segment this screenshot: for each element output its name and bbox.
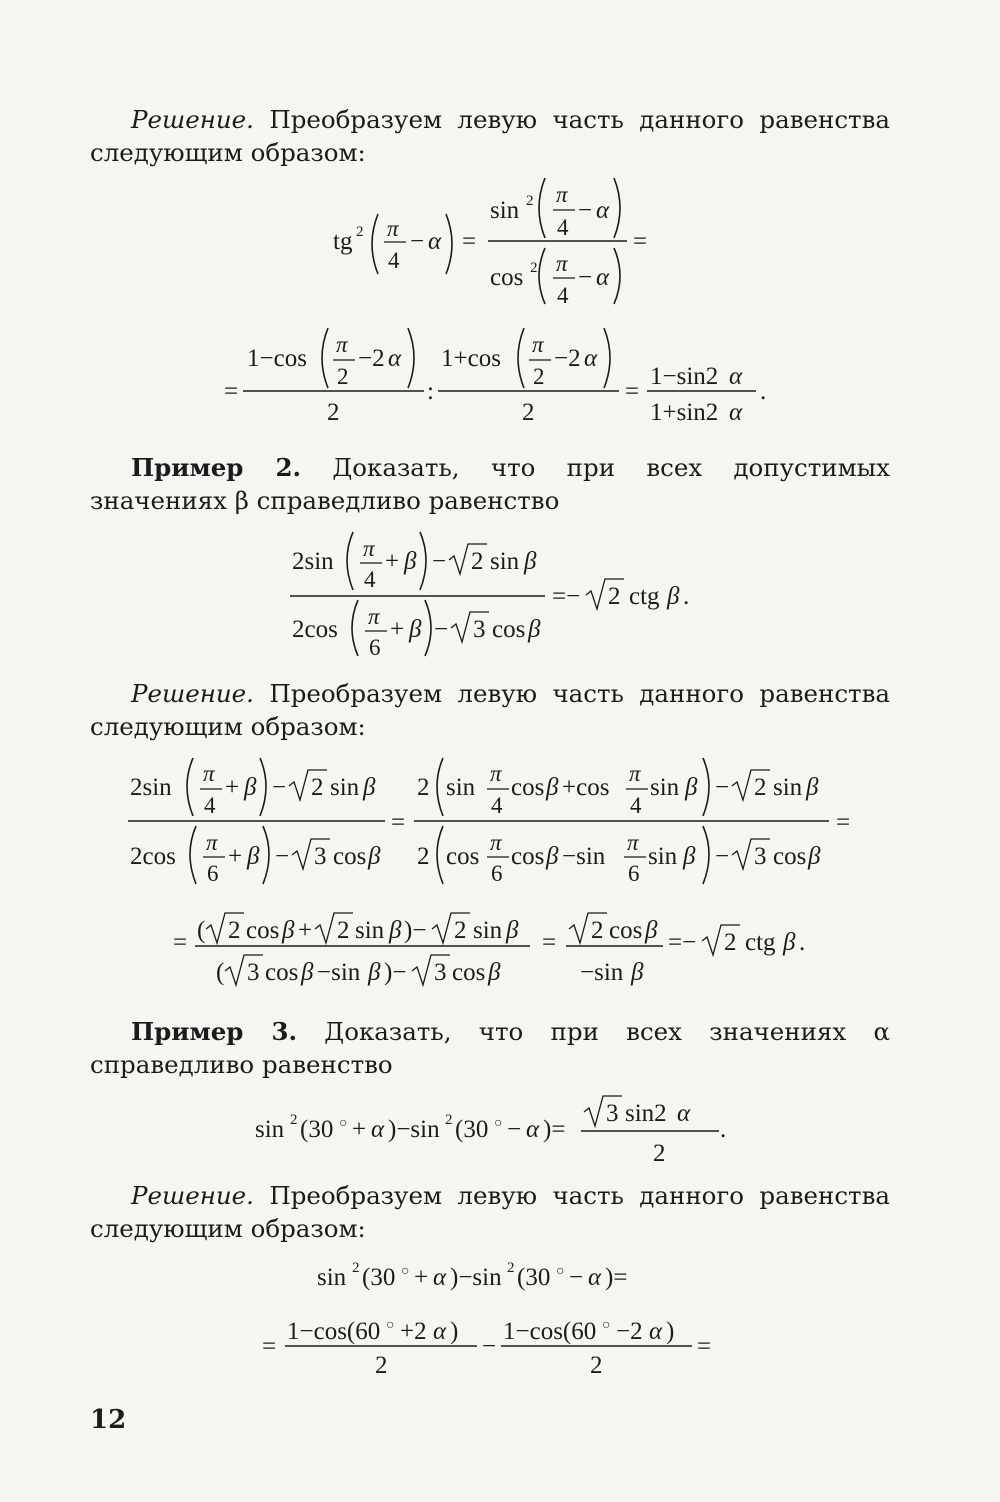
svg-text:=: = <box>633 228 648 255</box>
svg-text:+: + <box>414 1264 429 1291</box>
svg-text:○: ○ <box>339 1116 348 1131</box>
svg-text::: : <box>427 378 434 405</box>
svg-text:.: . <box>683 583 690 610</box>
svg-text:4: 4 <box>557 283 569 308</box>
svg-text:π: π <box>203 761 215 786</box>
svg-text:4: 4 <box>364 567 376 592</box>
svg-text:π: π <box>629 761 641 786</box>
svg-text:(30: (30 <box>455 1116 489 1143</box>
svg-text:α: α <box>729 363 743 390</box>
svg-text:.: . <box>720 1116 727 1143</box>
svg-text:)−: )− <box>404 917 427 944</box>
svg-text:β: β <box>404 548 417 575</box>
svg-text:−sin: −sin <box>580 959 624 986</box>
svg-text:β: β <box>546 843 559 870</box>
svg-text:β: β <box>301 959 314 986</box>
svg-text:2: 2 <box>445 1112 453 1128</box>
svg-text:β: β <box>631 959 644 986</box>
svg-text:α: α <box>428 228 442 255</box>
svg-text:.: . <box>760 378 767 405</box>
svg-text:)=: )= <box>543 1116 566 1143</box>
svg-text:β: β <box>368 843 381 870</box>
svg-text:β: β <box>389 917 402 944</box>
svg-text:β: β <box>808 843 821 870</box>
svg-text:=: = <box>625 378 640 405</box>
svg-text:−2: −2 <box>358 345 385 372</box>
svg-text:+cos: +cos <box>562 774 610 801</box>
svg-text:β: β <box>409 616 422 643</box>
svg-text:α: α <box>433 1264 447 1291</box>
svg-text:−: − <box>715 774 730 801</box>
svg-text:sin: sin <box>490 197 520 224</box>
svg-text:2: 2 <box>454 917 467 944</box>
svg-text:2: 2 <box>590 1352 603 1379</box>
svg-text:β: β <box>488 959 501 986</box>
svg-text:2: 2 <box>337 917 350 944</box>
paragraph-text: Преобразуем левую часть данного равенства следующим образом: <box>90 679 890 741</box>
svg-text:−: − <box>432 548 447 575</box>
svg-text:−: − <box>507 1116 522 1143</box>
svg-text:4: 4 <box>388 248 400 273</box>
svg-text:sin: sin <box>473 917 503 944</box>
svg-text:α: α <box>433 1318 447 1345</box>
svg-text:2: 2 <box>507 1260 515 1276</box>
svg-text:α: α <box>371 1116 385 1143</box>
svg-text:cos: cos <box>246 917 280 944</box>
svg-text:○: ○ <box>602 1318 611 1333</box>
svg-text:α: α <box>584 345 598 372</box>
svg-text:=: = <box>391 809 406 836</box>
svg-text:2: 2 <box>417 843 430 870</box>
svg-text:2cos: 2cos <box>130 843 176 870</box>
svg-text:1+sin2: 1+sin2 <box>650 399 719 426</box>
svg-text:α: α <box>526 1116 540 1143</box>
svg-text:β: β <box>524 548 537 575</box>
svg-text:α: α <box>388 345 402 372</box>
svg-text:−2: −2 <box>554 345 581 372</box>
svg-text:3: 3 <box>473 616 486 643</box>
svg-text:cos: cos <box>452 959 486 986</box>
svg-text:2: 2 <box>754 774 767 801</box>
svg-text:+: + <box>352 1116 367 1143</box>
svg-text:2: 2 <box>653 1140 666 1167</box>
svg-text:6: 6 <box>491 861 503 886</box>
svg-text:4: 4 <box>557 215 569 240</box>
svg-text:6: 6 <box>369 635 381 660</box>
svg-text:π: π <box>556 251 568 276</box>
svg-text:−: − <box>578 197 593 224</box>
svg-text:2: 2 <box>526 193 534 209</box>
svg-text:2: 2 <box>290 1112 298 1128</box>
svg-text:ctg: ctg <box>745 929 776 956</box>
svg-text:sin: sin <box>490 548 520 575</box>
svg-text:=: = <box>542 929 557 956</box>
svg-text:1−cos: 1−cos <box>247 345 307 372</box>
svg-text:=: = <box>836 809 851 836</box>
svg-text:β: β <box>783 929 796 956</box>
svg-text:6: 6 <box>628 861 640 886</box>
svg-text:π: π <box>556 182 568 207</box>
svg-text:): ) <box>450 1318 459 1345</box>
svg-text:π: π <box>336 332 348 357</box>
svg-text:−: − <box>578 264 593 291</box>
svg-text:2: 2 <box>356 224 364 240</box>
svg-text:○: ○ <box>386 1318 395 1333</box>
paragraph-text: Доказать, что при всех значениях α справедливо равенство <box>90 1017 890 1079</box>
svg-text:π: π <box>490 761 502 786</box>
svg-text:○: ○ <box>401 1264 410 1279</box>
svg-text:2: 2 <box>417 774 430 801</box>
svg-text:β: β <box>368 959 381 986</box>
svg-text:=: = <box>224 378 239 405</box>
svg-text:sin: sin <box>355 917 385 944</box>
svg-text:−: − <box>410 228 425 255</box>
svg-text:sin: sin <box>317 1264 347 1291</box>
svg-text:−: − <box>715 843 730 870</box>
svg-text:β: β <box>683 843 696 870</box>
svg-text:4: 4 <box>630 793 642 818</box>
svg-text:sin: sin <box>330 774 360 801</box>
svg-text:β: β <box>528 616 541 643</box>
svg-text:1+cos: 1+cos <box>441 345 501 372</box>
svg-text:−: − <box>569 1264 584 1291</box>
svg-text:−sin: −sin <box>562 843 606 870</box>
svg-text:(: ( <box>197 917 206 944</box>
svg-text:+: + <box>225 774 240 801</box>
svg-text:−: − <box>434 616 449 643</box>
svg-text:2sin: 2sin <box>292 548 334 575</box>
svg-text:β: β <box>363 774 376 801</box>
svg-text:+: + <box>228 843 243 870</box>
svg-text:3: 3 <box>754 843 767 870</box>
paragraph-text: Доказать, что при всех допустимых значениях β справедливо равенство <box>90 453 890 515</box>
svg-text:3: 3 <box>434 959 447 986</box>
svg-text:+2: +2 <box>400 1318 427 1345</box>
svg-text:cos: cos <box>511 774 545 801</box>
svg-text:α: α <box>729 399 743 426</box>
svg-text:○: ○ <box>556 1264 565 1279</box>
svg-text:+: + <box>385 548 400 575</box>
svg-text:π: π <box>363 536 375 561</box>
svg-text:=−: =− <box>552 583 581 610</box>
svg-text:2: 2 <box>724 929 737 956</box>
svg-text:4: 4 <box>204 793 216 818</box>
svg-text:1−cos(60: 1−cos(60 <box>287 1318 381 1345</box>
svg-text:β: β <box>247 843 260 870</box>
svg-text:cos: cos <box>511 843 545 870</box>
solution-lead: Решение. <box>131 679 254 708</box>
svg-text:=: = <box>262 1333 277 1360</box>
svg-text:2: 2 <box>375 1352 388 1379</box>
svg-text:cos: cos <box>265 959 299 986</box>
svg-text:α: α <box>677 1100 691 1127</box>
svg-text:2: 2 <box>311 774 324 801</box>
svg-text:β: β <box>506 917 519 944</box>
svg-text:sin2: sin2 <box>625 1100 667 1127</box>
svg-text:): ) <box>666 1318 675 1345</box>
svg-text:2: 2 <box>228 917 241 944</box>
svg-text:sin: sin <box>446 774 476 801</box>
example-3-heading: Пример 3. <box>131 1017 298 1046</box>
svg-text:2: 2 <box>471 548 484 575</box>
svg-text:2sin: 2sin <box>130 774 172 801</box>
page-number: 12 <box>90 1405 127 1435</box>
svg-text:cos: cos <box>492 616 526 643</box>
solution-lead: Решение. <box>131 105 254 134</box>
svg-text:−: − <box>272 774 287 801</box>
svg-text:cos: cos <box>773 843 807 870</box>
svg-text:1−sin2: 1−sin2 <box>650 363 719 390</box>
svg-text:(30: (30 <box>300 1116 334 1143</box>
svg-text:2: 2 <box>352 1260 360 1276</box>
svg-text:(30: (30 <box>517 1264 551 1291</box>
paragraph-text: Преобразуем левую часть данного равенства следующим образом: <box>90 105 890 167</box>
svg-text:4: 4 <box>491 793 503 818</box>
svg-text:sin: sin <box>255 1116 285 1143</box>
svg-text:.: . <box>799 929 806 956</box>
svg-text:)=: )= <box>605 1264 628 1291</box>
svg-text:)−sin: )−sin <box>388 1116 440 1143</box>
svg-text:=: = <box>697 1333 712 1360</box>
svg-text:α: α <box>588 1264 602 1291</box>
svg-text:β: β <box>546 774 559 801</box>
svg-text:π: π <box>532 332 544 357</box>
svg-text:β: β <box>806 774 819 801</box>
svg-text:cos: cos <box>446 843 480 870</box>
svg-text:ctg: ctg <box>629 583 660 610</box>
svg-text:π: π <box>206 830 218 855</box>
svg-text:1−cos(60: 1−cos(60 <box>503 1318 597 1345</box>
svg-text:=−: =− <box>668 929 697 956</box>
svg-text:)−sin: )−sin <box>450 1264 502 1291</box>
svg-text:3: 3 <box>606 1100 619 1127</box>
svg-text:2: 2 <box>591 917 604 944</box>
svg-text:sin: sin <box>648 843 678 870</box>
svg-text:π: π <box>627 830 639 855</box>
svg-text:α: α <box>596 264 610 291</box>
svg-text:π: π <box>490 830 502 855</box>
svg-text:α: α <box>596 197 610 224</box>
svg-text:=: = <box>173 929 188 956</box>
svg-text:2: 2 <box>522 399 535 426</box>
svg-text:sin: sin <box>650 774 680 801</box>
svg-text:π: π <box>368 604 380 629</box>
svg-text:+: + <box>390 616 405 643</box>
svg-text:3: 3 <box>247 959 260 986</box>
svg-text:○: ○ <box>494 1116 503 1131</box>
svg-text:tg: tg <box>333 228 353 255</box>
svg-text:β: β <box>645 917 658 944</box>
svg-text:−: − <box>482 1333 497 1360</box>
example-2-heading: Пример 2. <box>131 453 302 482</box>
svg-text:2: 2 <box>327 399 340 426</box>
svg-text:β: β <box>685 774 698 801</box>
svg-text:6: 6 <box>207 861 219 886</box>
svg-text:2: 2 <box>533 364 545 389</box>
svg-text:cos: cos <box>609 917 643 944</box>
svg-text:−: − <box>275 843 290 870</box>
svg-text:=: = <box>462 228 477 255</box>
svg-text:cos: cos <box>490 264 524 291</box>
svg-text:2: 2 <box>608 583 621 610</box>
svg-text:−2: −2 <box>616 1318 643 1345</box>
svg-text:cos: cos <box>333 843 367 870</box>
svg-text:(: ( <box>216 959 225 986</box>
svg-text:2cos: 2cos <box>292 616 338 643</box>
svg-text:β: β <box>244 774 257 801</box>
svg-text:(30: (30 <box>362 1264 396 1291</box>
paragraph-text: Преобразуем левую часть данного равенства следующим образом: <box>90 1181 890 1243</box>
svg-text:2: 2 <box>530 260 538 276</box>
svg-text:)−: )− <box>384 959 407 986</box>
solution-lead: Решение. <box>131 1181 254 1210</box>
svg-text:+: + <box>298 917 313 944</box>
svg-text:β: β <box>282 917 295 944</box>
svg-text:π: π <box>387 216 399 241</box>
svg-text:2: 2 <box>337 364 349 389</box>
svg-text:3: 3 <box>314 843 327 870</box>
svg-text:sin: sin <box>773 774 803 801</box>
svg-text:−sin: −sin <box>317 959 361 986</box>
svg-text:β: β <box>667 583 680 610</box>
svg-text:α: α <box>649 1318 663 1345</box>
